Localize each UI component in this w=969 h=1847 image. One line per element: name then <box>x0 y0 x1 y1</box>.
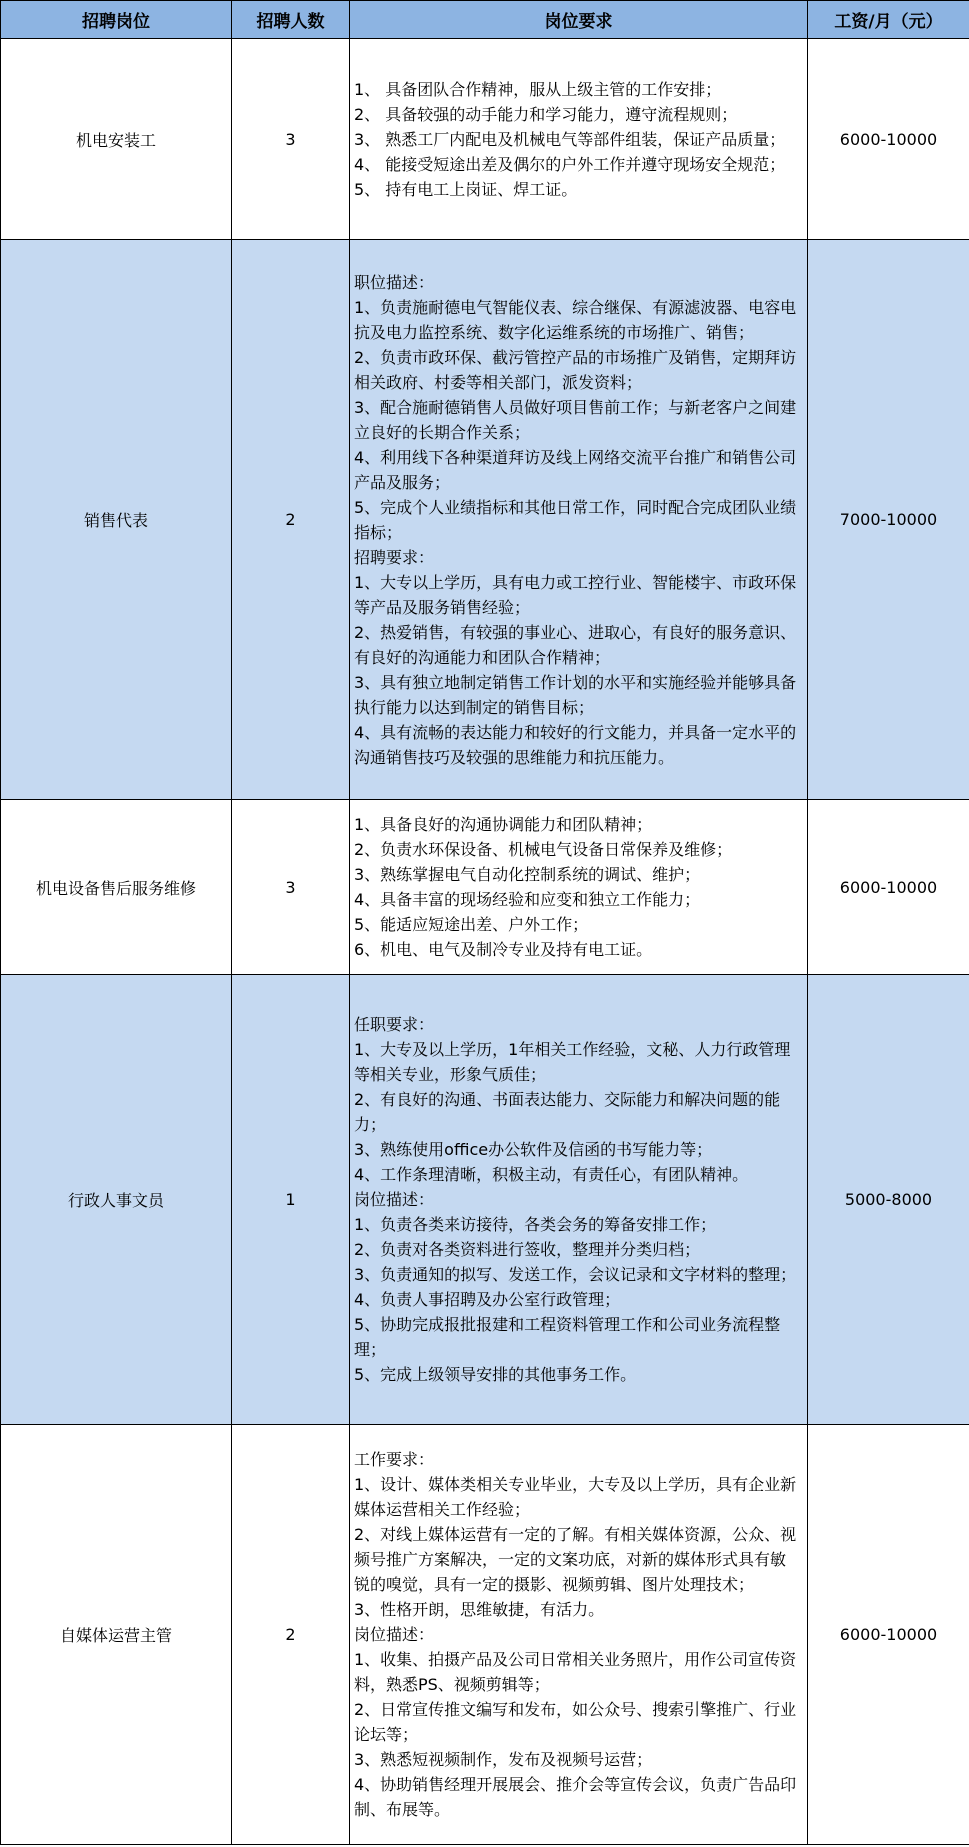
header-salary: 工资/月（元） <box>808 1 969 39</box>
requirement-line: 2、负责对各类资料进行签收，整理并分类归档； <box>354 1240 701 1259</box>
header-requirements: 岗位要求 <box>350 1 808 39</box>
position-cell: 自媒体运营主管 <box>1 1425 232 1845</box>
requirement-line: 3、配合施耐德销售人员做好项目售前工作；与新老客户之间建立良好的长期合作关系； <box>354 397 797 442</box>
requirement-line: 4、利用线下各种渠道拜访及线上网络交流平台推广和销售公司产品及服务； <box>354 447 797 492</box>
requirement-line: 2、对线上媒体运营有一定的了解。有相关媒体资源，公众、视频号推广方案解决，一定的文案功底，对新的媒体形式具有敏锐的嗅觉，具有一定的摄影、视频剪辑、图片处理技术； <box>354 1525 797 1594</box>
requirement-line: 1、大专及以上学历，1年相关工作经验，文秘、人力行政管理等相关专业，形象气质佳； <box>354 1040 791 1084</box>
requirement-line: 4、协助销售经理开展展会、推介会等宣传会议，负责广告品印制、布展等。 <box>354 1775 797 1819</box>
count-cell: 2 <box>232 1425 350 1845</box>
requirement-line: 2、负责市政环保、截污管控产品的市场推广及销售，定期拜访相关政府、村委等相关部门，派发资料； <box>354 347 797 392</box>
salary-cell: 6000-10000 <box>808 800 969 975</box>
requirement-line: 1、收集、拍摄产品及公司日常相关业务照片，用作公司宣传资料，熟悉PS、视频剪辑等； <box>354 1650 797 1694</box>
table-row <box>1 240 969 800</box>
requirement-line: 5、协助完成报批报建和工程资料管理工作和公司业务流程整理； <box>354 1315 781 1359</box>
requirement-line: 3、 熟悉工厂内配电及机械电气等部件组装，保证产品质量； <box>354 129 786 149</box>
requirement-line: 1、具备良好的沟通协调能力和团队精神； <box>354 815 653 834</box>
requirement-line: 3、负责通知的拟写、发送工作，会议记录和文字材料的整理； <box>354 1265 797 1284</box>
header-position: 招聘岗位 <box>1 1 232 39</box>
table-row <box>1 39 969 240</box>
salary-cell: 6000-10000 <box>808 39 969 240</box>
requirement-line: 2、有良好的沟通、书面表达能力、交际能力和解决问题的能力； <box>354 1090 781 1134</box>
requirements-cell <box>350 39 808 240</box>
requirement-line: 4、工作条理清晰，积极主动，有责任心，有团队精神。 <box>354 1165 749 1184</box>
requirement-line: 工作要求： <box>354 1450 435 1469</box>
count-cell: 3 <box>232 39 350 240</box>
requirement-line: 4、 能接受短途出差及偶尔的户外工作并遵守现场安全规范； <box>354 154 786 174</box>
requirement-line: 4、具备丰富的现场经验和应变和独立工作能力； <box>354 890 701 909</box>
requirement-line: 1、 具备团队合作精神，服从上级主管的工作安排； <box>354 79 722 99</box>
salary-cell: 7000-10000 <box>808 240 969 800</box>
requirements-cell <box>350 240 808 800</box>
table-row <box>1 1425 969 1845</box>
requirement-line: 3、性格开朗，思维敏捷，有活力。 <box>354 1600 605 1619</box>
requirement-line: 1、负责施耐德电气智能仪表、综合继保、有源滤波器、电容电抗及电力监控系统、数字化运维系统的市场推广、销售； <box>354 297 797 342</box>
requirement-line: 3、熟练掌握电气自动化控制系统的调试、维护； <box>354 865 701 884</box>
requirement-line: 4、负责人事招聘及办公室行政管理； <box>354 1290 621 1309</box>
requirements-cell <box>350 975 808 1425</box>
requirements-cell <box>350 1425 808 1845</box>
requirement-line: 3、具有独立地制定销售工作计划的水平和实施经验并能够具备执行能力以达到制定的销售目标； <box>354 672 797 717</box>
requirements-cell <box>350 800 808 975</box>
requirement-line: 3、熟悉短视频制作，发布及视频号运营； <box>354 1750 653 1769</box>
requirement-line: 3、熟练使用office办公软件及信函的书写能力等； <box>354 1140 713 1159</box>
salary-cell: 5000-8000 <box>808 975 969 1425</box>
position-cell: 销售代表 <box>1 240 232 800</box>
table-row <box>1 800 969 975</box>
requirement-line: 2、 具备较强的动手能力和学习能力，遵守流程规则； <box>354 104 738 124</box>
requirement-line: 1、负责各类来访接待，各类会务的筹备安排工作； <box>354 1215 717 1234</box>
table-row <box>1 975 969 1425</box>
requirement-line: 5、完成上级领导安排的其他事务工作。 <box>354 1365 637 1384</box>
salary-cell: 6000-10000 <box>808 1425 969 1845</box>
requirement-line: 5、能适应短途出差、户外工作； <box>354 915 589 934</box>
requirement-line: 2、日常宣传推文编写和发布，如公众号、搜索引擎推广、行业论坛等； <box>354 1700 797 1744</box>
header-row <box>1 1 969 39</box>
count-cell: 1 <box>232 975 350 1425</box>
position-cell: 行政人事文员 <box>1 975 232 1425</box>
requirement-line: 职位描述： <box>354 272 435 292</box>
requirement-line: 岗位描述： <box>354 1625 435 1644</box>
requirement-line: 6、机电、电气及制冷专业及持有电工证。 <box>354 940 653 959</box>
count-cell: 3 <box>232 800 350 975</box>
requirement-line: 任职要求： <box>354 1015 435 1034</box>
requirement-line: 1、大专以上学历，具有电力或工控行业、智能楼宇、市政环保等产品及服务销售经验； <box>354 572 797 617</box>
requirement-line: 招聘要求： <box>354 547 435 567</box>
requirement-line: 4、具有流畅的表达能力和较好的行文能力，并具备一定水平的沟通销售技巧及较强的思维能力和抗压能力。 <box>354 722 797 767</box>
count-cell: 2 <box>232 240 350 800</box>
position-cell: 机电安装工 <box>1 39 232 240</box>
requirement-line: 2、热爱销售，有较强的事业心、进取心，有良好的服务意识、有良好的沟通能力和团队合作精神； <box>354 622 797 667</box>
requirement-line: 5、完成个人业绩指标和其他日常工作，同时配合完成团队业绩指标； <box>354 497 797 542</box>
requirement-line: 1、设计、媒体类相关专业毕业，大专及以上学历，具有企业新媒体运营相关工作经验； <box>354 1475 797 1519</box>
header-count: 招聘人数 <box>232 1 350 39</box>
requirement-line: 5、 持有电工上岗证、焊工证。 <box>354 179 578 199</box>
requirement-line: 2、负责水环保设备、机械电气设备日常保养及维修； <box>354 840 733 859</box>
requirement-line: 岗位描述： <box>354 1190 435 1209</box>
position-cell: 机电设备售后服务维修 <box>1 800 232 975</box>
